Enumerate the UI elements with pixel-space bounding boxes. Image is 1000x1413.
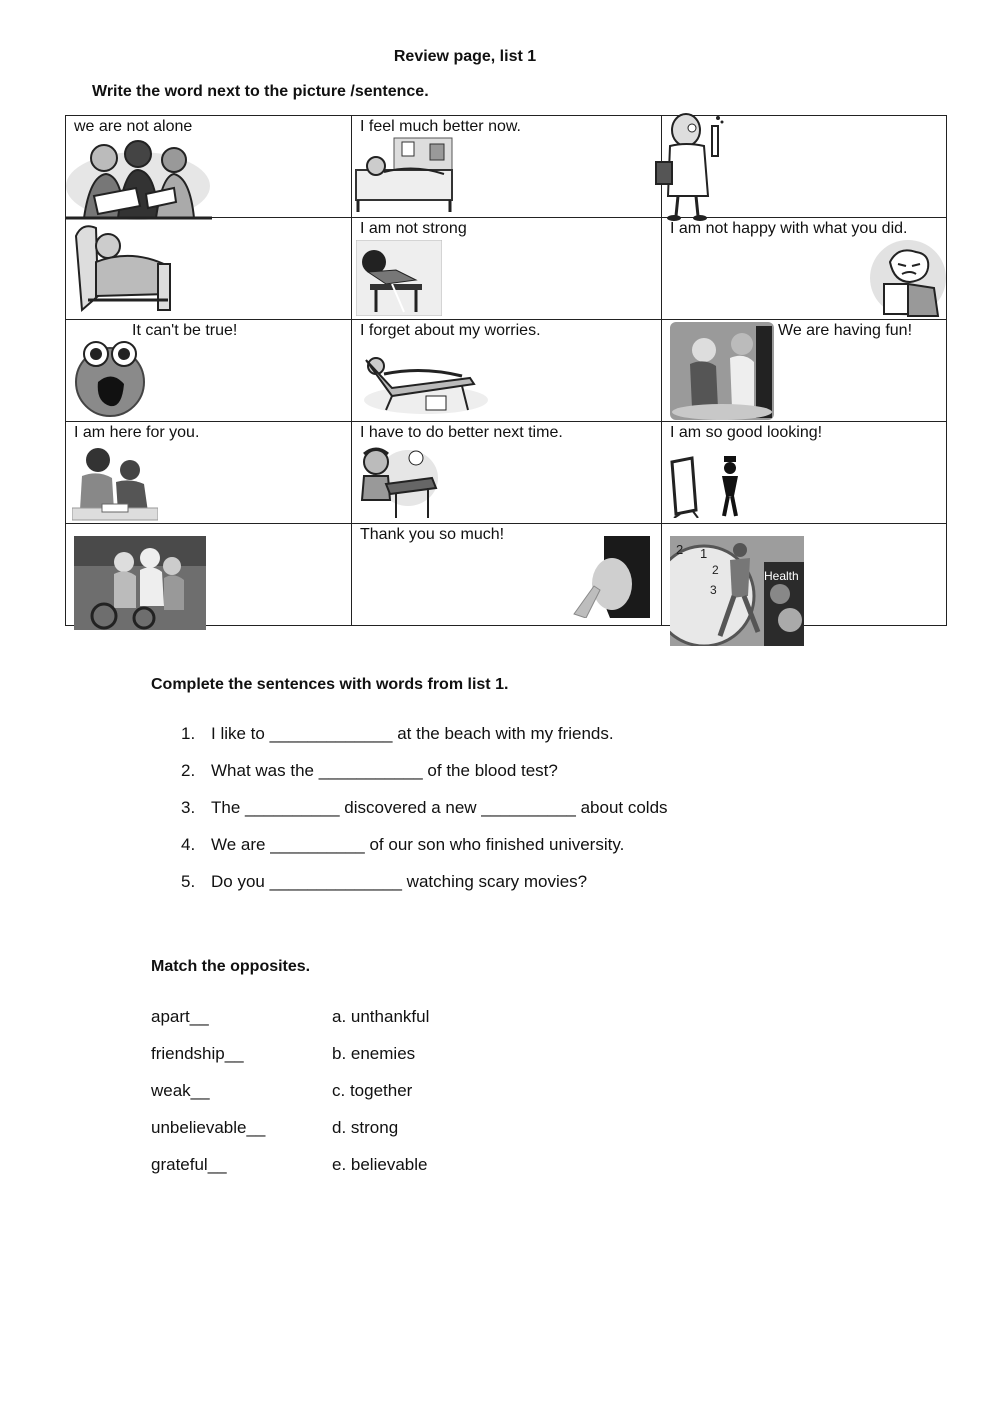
sick-in-bed-image [72,220,174,316]
sentence-text: We are __________ of our son who finished university. [211,835,625,854]
cell-caption: Thank you so much! [360,526,505,543]
sentence-item[interactable]: 1. I like to _____________ at the beach with my friends. [181,724,614,743]
complete-title: Complete the sentences with words from list 1. [151,676,509,693]
student-thinking-image [356,444,440,520]
cell-caption: I feel much better now. [360,118,521,135]
hospital-bed-image [354,136,454,214]
grid-instruction: Write the word next to the picture /sentence. [92,83,429,100]
grid-cell[interactable] [662,218,947,320]
match-list [151,1005,429,1190]
match-row[interactable] [151,1079,429,1116]
health-label: Health [764,569,799,583]
match-word: weak__ [151,1081,210,1100]
cell-caption: I am not strong [360,220,467,237]
grid-cell[interactable] [66,320,352,422]
svg-text:1: 1 [700,546,708,561]
shocked-face-image [72,332,148,418]
match-row[interactable] [151,1153,429,1190]
praying-child-photo [564,536,650,618]
grid-cell[interactable] [66,524,352,626]
grid-cell[interactable] [352,320,662,422]
angry-teacher-image [868,238,948,318]
grid-cell[interactable] [662,524,947,626]
grid-cell[interactable] [662,422,947,524]
scientist-image [648,112,728,222]
cell-caption: I forget about my worries. [360,322,541,339]
sentence-text: The __________ discovered a new __________ about colds [211,798,668,817]
sentence-text: I like to _____________ at the beach with my friends. [211,724,614,743]
cell-caption: I am here for you. [74,424,200,441]
sentence-list [181,722,668,907]
sentence-item[interactable]: 3. The __________ discovered a new __________ about colds [181,798,668,817]
match-title: Match the opposites. [151,958,311,975]
cell-caption: We are having fun! [778,322,913,339]
health-clock-photo [670,536,804,646]
match-option: d. strong [332,1118,399,1137]
svg-text:3: 3 [710,583,717,597]
grid-cell[interactable] [352,524,662,626]
cell-caption: It can't be true! [132,322,238,339]
match-row[interactable] [151,1116,429,1153]
svg-text:2: 2 [712,563,719,577]
sentence-item[interactable]: 4. We are __________ of our son who finished university. [181,835,625,854]
grid-cell[interactable] [66,218,352,320]
page-title: Review page, list 1 [393,48,537,65]
cell-caption: I am not happy with what you did. [670,220,908,237]
match-row[interactable] [151,1042,429,1079]
match-word: friendship__ [151,1044,244,1063]
tired-desk-image [356,240,442,316]
mirror-silhouette-image [670,456,744,518]
match-word: apart__ [151,1007,209,1026]
match-option: c. together [332,1081,413,1100]
match-word: unbelievable__ [151,1118,266,1137]
grid-cell[interactable] [662,116,947,218]
cell-caption: I have to do better next time. [360,424,563,441]
sentence-text: What was the ___________ of the blood test? [211,761,558,780]
cell-caption: I am so good looking! [670,424,823,441]
grid-cell[interactable] [352,218,662,320]
cell-caption: we are not alone [74,118,193,135]
sentence-item[interactable]: 2. What was the ___________ of the blood test? [181,761,558,780]
homework-help-image [72,446,158,522]
sentence-text: Do you ______________ watching scary movies? [211,872,588,891]
friends-reading-image [66,140,214,220]
picture-grid [65,115,947,626]
grid-cell[interactable] [66,422,352,524]
match-option: e. believable [332,1155,428,1174]
match-option: b. enemies [332,1044,416,1063]
family-bikes-photo [74,536,206,630]
match-row[interactable] [151,1005,429,1042]
svg-text:2: 2 [676,542,684,557]
match-word: grateful__ [151,1155,227,1174]
sentence-item[interactable]: 5. Do you ______________ watching scary movies? [181,872,588,891]
grid-cell[interactable] [66,116,352,218]
girls-having-fun-image [670,322,774,420]
grid-cell[interactable] [662,320,947,422]
match-option: a. unthankful [332,1007,430,1026]
grid-cell[interactable] [352,422,662,524]
relaxing-chair-image [362,350,488,416]
grid-cell[interactable] [352,116,662,218]
